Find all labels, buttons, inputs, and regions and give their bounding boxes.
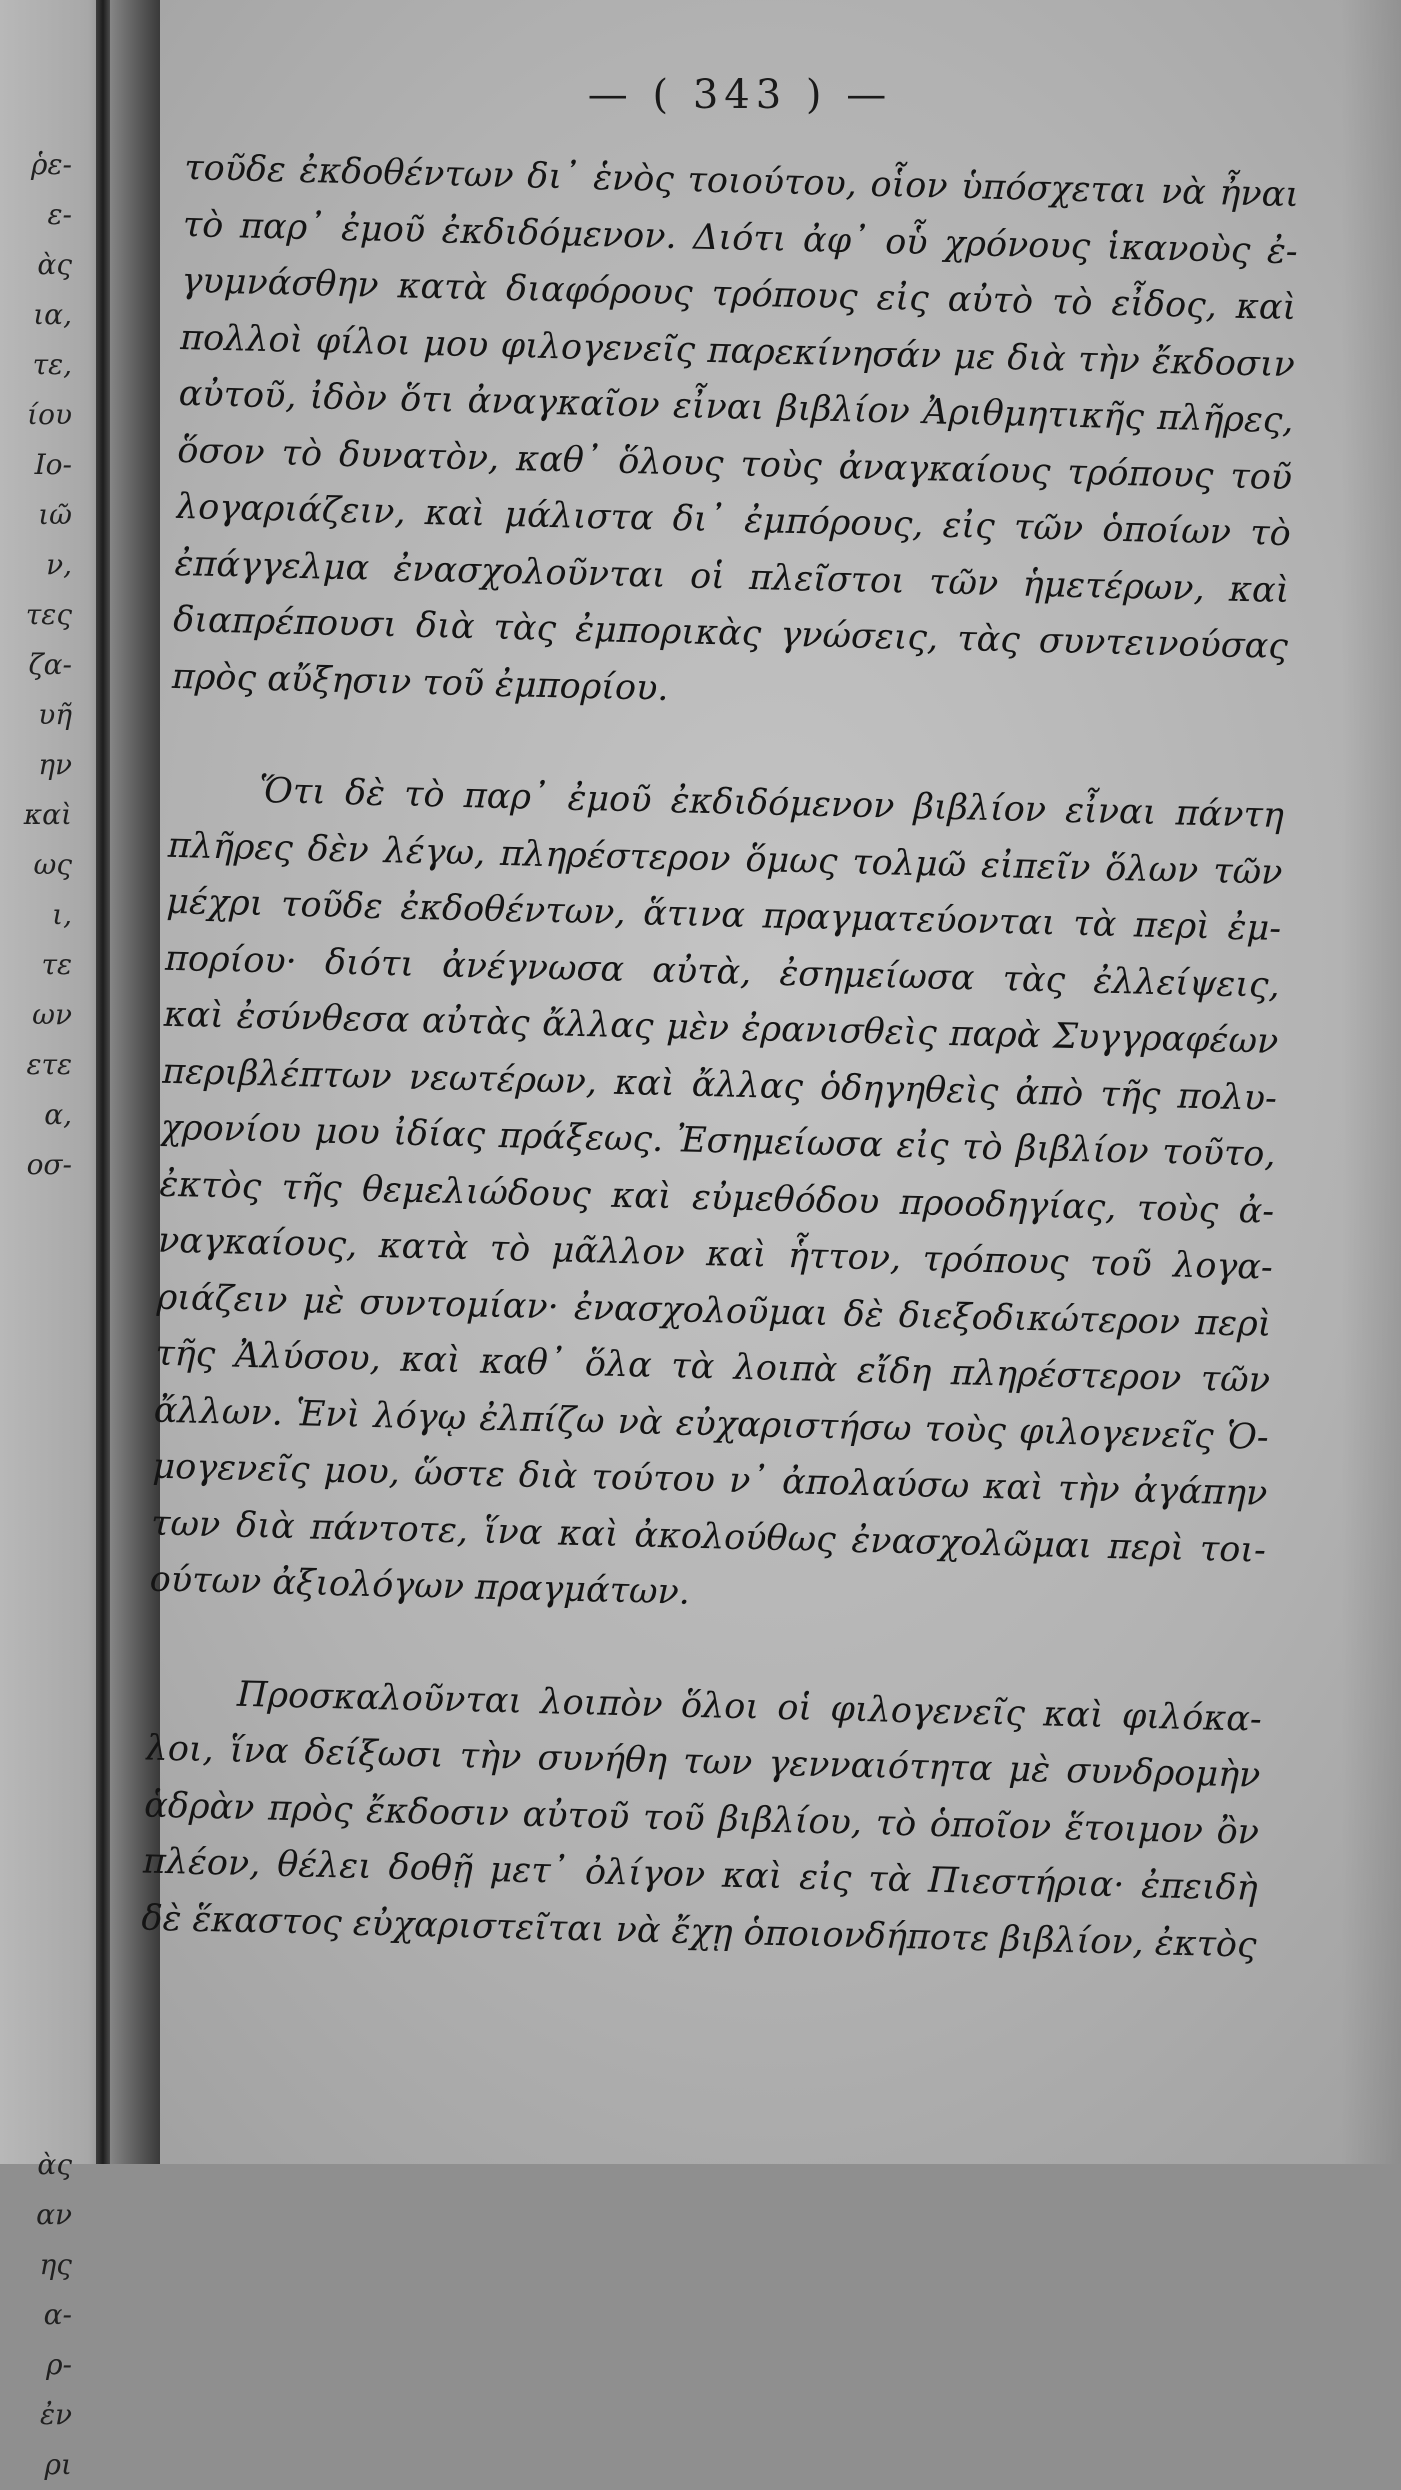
paragraph-1 — [171, 140, 1299, 732]
text-line: δὲ ἕκαστος εὐχαριστεῖται νὰ ἔχῃ ὁποιονδήποτε βιβλίον, ἐκτὸς — [141, 1897, 1257, 1966]
margin-fragment: τε, — [32, 348, 72, 381]
text-line: αὐτοῦ, ἰδὸν ὅτι ἀναγκαῖον εἶναι βιβλίον Ἀριθμητικῆς πλῆρες, — [178, 373, 1294, 442]
margin-fragment — [0, 1290, 80, 1340]
margin-fragment: τε — [41, 948, 72, 981]
margin-fragment: ῥε- — [31, 148, 72, 181]
text-line: περιβλέπτων νεωτέρων, καὶ ἄλλας ὁδηγηθεὶς ἀπὸ τῆς πολυ- — [161, 1051, 1278, 1119]
margin-fragment: α, — [44, 1098, 72, 1131]
page-number: — ( 343 ) — — [587, 72, 893, 118]
text-line: Ὅτι δὲ τὸ παρ᾽ ἐμοῦ ἐκδιδόμενον βιβλίον εἶναι πάντη — [258, 771, 1285, 837]
text-line: τοῦδε ἐκδοθέντων δι᾽ ἑνὸς τοιούτου, οἷον ὑπόσχεται νὰ ἦναι — [183, 147, 1300, 216]
text-line: ἐκτὸς τῆς θεμελιώδους καὶ εὐμεθόδου προοδηγίας, τοὺς ἀ- — [158, 1164, 1275, 1232]
text-line: πορίου· διότι ἀνέγνωσα αὐτὰ, ἐσημείωσα τὰς ἐλλείψεις, — [164, 938, 1281, 1006]
margin-fragment — [0, 1240, 80, 1290]
margin-fragment: ων — [32, 998, 72, 1031]
text-line: μογενεῖς μου, ὥστε διὰ τούτου ν᾽ ἀπολαύσω καὶ τὴν ἀγάπην — [152, 1446, 1268, 1514]
margin-fragment — [0, 1840, 80, 1890]
margin-fragment: ίου — [27, 398, 72, 431]
text-line: γυμνάσθην κατὰ διαφόρους τρόπους εἰς αὐτὸ τὸ εἶδος, καὶ — [181, 260, 1297, 329]
margin-fragment: ην — [38, 748, 72, 781]
margin-fragment — [0, 1990, 80, 2040]
margin-fragment — [0, 1190, 80, 1240]
margin-fragment: τες — [25, 598, 72, 631]
margin-fragment: αν — [36, 2198, 72, 2231]
text-line: ριάζειν μὲ συντομίαν· ἐνασχολοῦμαι δὲ διεξοδικώτερον περὶ — [156, 1277, 1272, 1345]
paragraph-2 — [149, 761, 1284, 1635]
text-line: ὅσον τὸ δυνατὸν, καθ᾽ ὅλους τοὺς ἀναγκαίους τρόπους τοῦ — [176, 430, 1293, 498]
margin-fragment — [0, 1690, 80, 1740]
paragraph-3 — [141, 1664, 1263, 1974]
text-line: λοι, ἵνα δείξωσι τὴν συνήθη των γενναιότητα μὲ συνδρομὴν — [145, 1728, 1261, 1796]
margin-fragment: ζα- — [28, 648, 72, 681]
margin-fragment: ὰς — [37, 248, 72, 281]
text-line: ἄλλων. Ἑνὶ λόγῳ ἐλπίζω νὰ εὐχαριστήσω τοὺς φιλογενεῖς Ὁ- — [153, 1390, 1270, 1458]
margin-fragment: ν, — [46, 548, 72, 581]
margin-fragment: ετε — [26, 1048, 72, 1081]
margin-fragment: α- — [43, 2298, 72, 2331]
margin-fragment: ε- — [47, 198, 72, 231]
text-line: τῆς Ἀλύσου, καὶ καθ᾽ ὅλα τὰ λοιπὰ εἴδη πληρέστερον τῶν — [154, 1333, 1271, 1401]
margin-fragment — [0, 1440, 80, 1490]
text-line: χρονίου μου ἰδίας πράξεως. Ἐσημείωσα εἰς τὸ βιβλίον τοῦτο, — [160, 1107, 1277, 1175]
page-fold-shadow — [96, 0, 110, 2164]
margin-fragment: ρ- — [46, 2348, 72, 2381]
margin-fragment: ὰς — [37, 2148, 72, 2181]
margin-fragment — [0, 1490, 80, 1540]
text-line: ούτων ἀξιολόγων πραγμάτων. — [149, 1559, 691, 1613]
margin-fragment — [0, 1390, 80, 1440]
margin-fragment: ἐν — [39, 2398, 72, 2431]
margin-fragment: υῆ — [38, 698, 72, 731]
margin-fragment — [0, 1940, 80, 1990]
text-line: μέχρι τοῦδε ἐκδοθέντων, ἅτινα πραγματεύονται τὰ περὶ ἐμ- — [165, 881, 1282, 950]
text-line: λογαριάζειν, καὶ μάλιστα δι᾽ ἐμπόρους, εἰς τῶν ὁποίων τὸ — [175, 486, 1292, 555]
margin-fragment — [0, 1640, 80, 1690]
margin-fragment: ης — [39, 2248, 72, 2281]
right-edge-shadow — [1341, 0, 1401, 2164]
margin-fragment — [0, 1540, 80, 1590]
body-text — [139, 140, 1299, 2030]
text-line: διαπρέπουσι διὰ τὰς ἐμπορικὰς γνώσεις, τὰς συντεινούσας — [172, 599, 1289, 668]
text-line: Προσκαλοῦνται λοιπὸν ὅλοι οἱ φιλογενεῖς καὶ φιλόκα- — [236, 1674, 1263, 1740]
margin-fragment — [0, 1740, 80, 1790]
margin-fragment: οσ- — [26, 1148, 72, 1181]
margin-fragment: καὶ — [23, 798, 72, 831]
text-line: καὶ ἐσύνθεσα αὐτὰς ἄλλας μὲν ἐρανισθεὶς παρὰ Συγγραφέων — [163, 994, 1279, 1062]
margin-fragment: ιῶ — [38, 498, 72, 531]
text-line: των διὰ πάντοτε, ἵνα καὶ ἀκολούθως ἐνασχολῶμαι περὶ τοι- — [150, 1503, 1267, 1571]
margin-fragment — [0, 2040, 80, 2090]
margin-fragment: ια, — [33, 298, 72, 331]
text-line: τὸ παρ᾽ ἐμοῦ ἐκδιδόμενον. Διότι ἀφ᾽ οὗ χρόνους ἱκανοὺς ἐ- — [182, 204, 1299, 272]
margin-fragment — [0, 2090, 80, 2140]
margin-fragment — [0, 1790, 80, 1840]
text-line: ναγκαίους, κατὰ τὸ μᾶλλον καὶ ἧττον, τρόπους τοῦ λογα- — [157, 1220, 1274, 1288]
margin-fragment — [0, 1590, 80, 1640]
text-line: ἐπάγγελμα ἐνασχολοῦνται οἱ πλεῖστοι τῶν ἡμετέρων, καὶ — [174, 543, 1290, 611]
text-line: πλῆρες δὲν λέγω, πληρέστερον ὅμως τολμῶ εἰπεῖν ὅλων τῶν — [167, 825, 1283, 893]
text-line: ἁδρὰν πρὸς ἔκδοσιν αὐτοῦ τοῦ βιβλίου, τὸ ὁποῖον ἕτοιμον ὂν — [143, 1785, 1260, 1853]
text-line: πολλοὶ φίλοι μου φιλογενεῖς παρεκίνησάν με διὰ τὴν ἔκδοσιν — [179, 317, 1296, 385]
margin-fragment: ρι — [44, 2448, 72, 2481]
margin-fragment — [0, 1890, 80, 1940]
margin-fragment: Ιο- — [34, 448, 72, 481]
margin-fragment — [0, 1340, 80, 1390]
facing-page-margin-fragments — [0, 140, 80, 2490]
margin-fragment: ως — [33, 848, 72, 881]
text-line: πρὸς αὔξησιν τοῦ ἐμπορίου. — [171, 656, 670, 709]
margin-fragment: ι, — [52, 898, 72, 931]
text-line: πλέον, θέλει δοθῇ μετ᾽ ὀλίγον καὶ εἰς τὰ Πιεστήρια· ἐπειδὴ — [142, 1841, 1259, 1909]
